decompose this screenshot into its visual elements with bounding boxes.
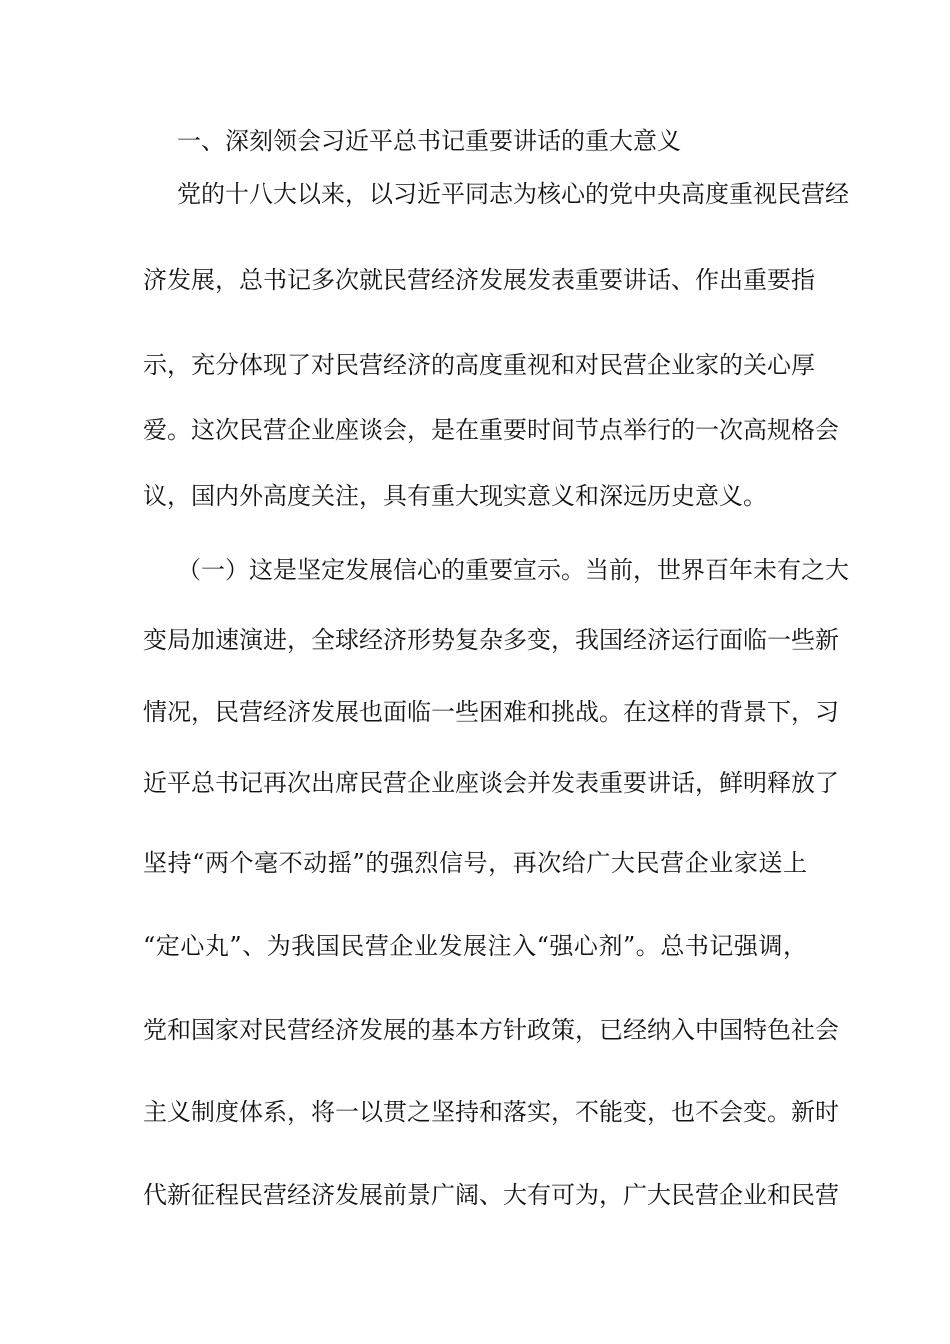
paragraph-line: 坚持“两个毫不动摇”的强烈信号，再次给广大民营企业家送上 xyxy=(143,849,807,877)
paragraph-line: 示，充分体现了对民营经济的高度重视和对民营企业家的关心厚 xyxy=(143,351,815,379)
paragraph-line: 党和国家对民营经济发展的基本方针政策，已经纳入中国特色社会 xyxy=(143,1016,839,1044)
paragraph-line: 议，国内外高度关注，具有重大现实意义和深远历史意义。 xyxy=(143,482,767,510)
paragraph-line: 近平总书记再次出席民营企业座谈会并发表重要讲话，鲜明释放了 xyxy=(143,769,839,797)
paragraph-line: 情况，民营经济发展也面临一些困难和挑战。在这样的背景下，习 xyxy=(143,698,839,726)
paragraph-line: 主义制度体系，将一以贯之坚持和落实，不能变，也不会变。新时 xyxy=(143,1098,839,1126)
paragraph-line: 济发展，总书记多次就民营经济发展发表重要讲话、作出重要指 xyxy=(143,266,815,294)
paragraph-line: 党的十八大以来，以习近平同志为核心的党中央高度重视民营经 xyxy=(177,180,849,208)
paragraph-line: “定心丸”、为我国民营企业发展注入“强心剂”。总书记强调， xyxy=(143,932,807,960)
paragraph-line: 变局加速演进，全球经济形势复杂多变，我国经济运行面临一些新 xyxy=(143,626,839,654)
paragraph-line: 爱。这次民营企业座谈会，是在重要时间节点举行的一次高规格会 xyxy=(143,416,839,444)
section-heading: 一、深刻领会习近平总书记重要讲话的重大意义 xyxy=(177,127,681,155)
paragraph-line: 代新征程民营经济发展前景广阔、大有可为，广大民营企业和民营 xyxy=(143,1181,839,1209)
paragraph-line: （一）这是坚定发展信心的重要宣示。当前，世界百年未有之大 xyxy=(177,556,849,584)
